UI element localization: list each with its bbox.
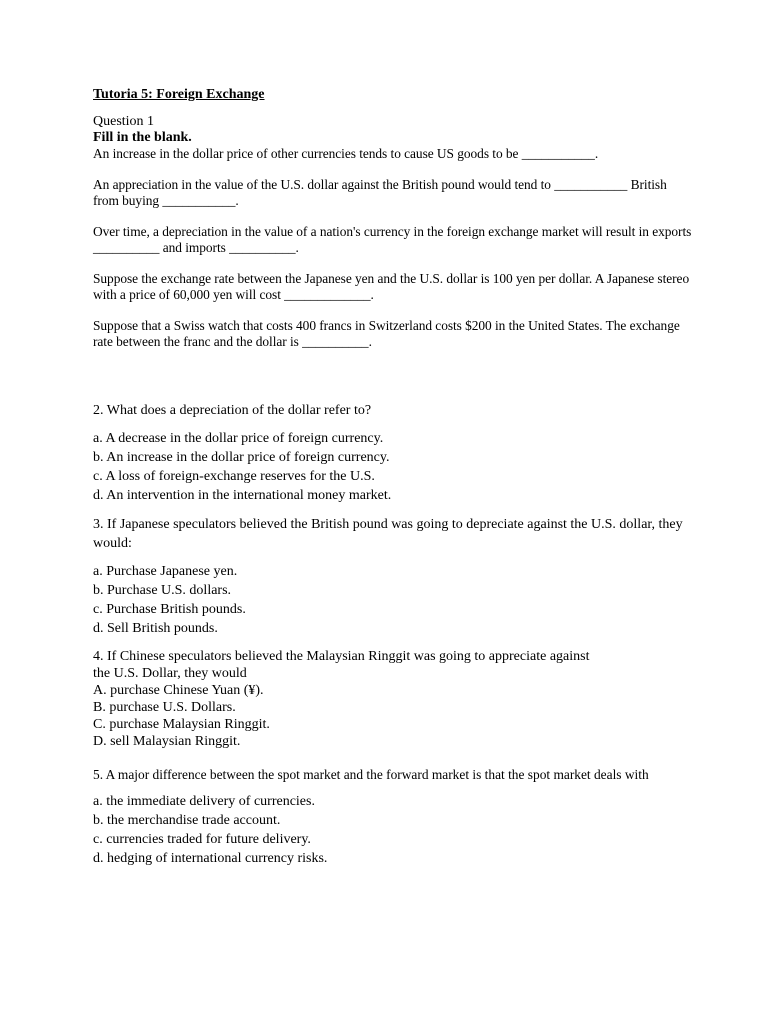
question-2-options — [93, 429, 693, 505]
question-1 — [93, 114, 693, 351]
question-4-options — [93, 682, 693, 750]
question-5-options — [93, 792, 693, 868]
option: D. sell Malaysian Ringgit. — [93, 733, 241, 749]
fill-blank-item-5: Suppose that a Swiss watch that costs 400 francs in Switzerland costs $200 in the United States. The exchange rate between the franc and the dollar is __________. — [93, 317, 680, 349]
option: C. purchase Malaysian Ringgit. — [93, 716, 270, 732]
question-2-stem: 2. What does a depreciation of the dollar refer to? — [93, 402, 372, 418]
question-4-stem-line-1: 4. If Chinese speculators believed the Malaysian Ringgit was going to appreciate against — [93, 648, 590, 664]
question-4-stem-line-2: the U.S. Dollar, they would — [93, 665, 247, 681]
option: d. hedging of international currency risks. — [93, 851, 328, 866]
option: a. Purchase Japanese yen. — [93, 563, 238, 579]
option: c. A loss of foreign-exchange reserves for the U.S. — [93, 468, 375, 484]
fill-blank-item-1: An increase in the dollar price of other currencies tends to cause US goods to be ___________. — [93, 146, 599, 161]
option: d. Sell British pounds. — [93, 620, 218, 636]
question-3-stem: 3. If Japanese speculators believed the British pound was going to depreciate against the U.S. dollar, they would: — [93, 516, 683, 551]
question-3 — [93, 515, 693, 638]
option: A. purchase Chinese Yuan (¥). — [93, 682, 264, 698]
question-3-options — [93, 562, 693, 638]
option: b. An increase in the dollar price of foreign currency. — [93, 449, 390, 465]
fill-blank-item-3: Over time, a depreciation in the value of a nation's currency in the foreign exchange market will result in exports __________ and imports __________. — [93, 223, 692, 255]
option: d. An intervention in the international money market. — [93, 487, 392, 503]
option: c. currencies traded for future delivery. — [93, 832, 311, 847]
question-5-stem: 5. A major difference between the spot market and the forward market is that the spot market deals with — [93, 766, 649, 782]
question-2 — [93, 401, 693, 505]
question-1-label: Question 1 — [93, 114, 155, 129]
fill-blank-item-2: An appreciation in the value of the U.S. dollar against the British pound would tend to ___________ British from buying ___________. — [93, 176, 667, 208]
option: c. Purchase British pounds. — [93, 601, 246, 617]
fill-blank-item-4: Suppose the exchange rate between the Japanese yen and the U.S. dollar is 100 yen per dollar. A Japanese stereo with a price of 60,000 yen will cost _____________. — [93, 270, 690, 302]
question-1-instruction: Fill in the blank. — [93, 130, 192, 145]
option: b. the merchandise trade account. — [93, 813, 281, 828]
question-5 — [93, 766, 693, 869]
option: B. purchase U.S. Dollars. — [93, 699, 236, 715]
document-title: Tutoria 5: Foreign Exchange — [93, 87, 265, 102]
question-4 — [93, 648, 693, 750]
option: a. the immediate delivery of currencies. — [93, 794, 315, 809]
document-page — [93, 86, 693, 878]
option: b. Purchase U.S. dollars. — [93, 582, 232, 598]
option: a. A decrease in the dollar price of foreign currency. — [93, 430, 384, 446]
